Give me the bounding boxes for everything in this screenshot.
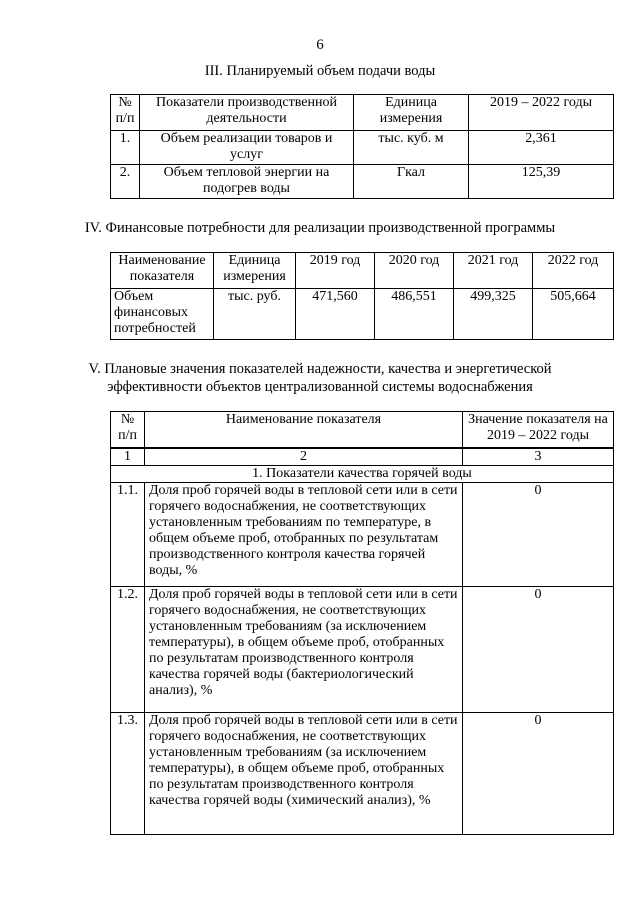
header-indicator: Наименование показателя — [145, 412, 463, 448]
section-5-title-line2: эффективности объектов централизованной системы водоснабжения — [107, 379, 533, 395]
row-indicator: Доля проб горячей воды в тепловой сети или в сети горячего водоснабжения, не соответствующих установленным требованиям (за исключением температуры), в общем объеме проб, отобранных по результатам производственного контроля качества горячей воды (химический анализ), % — [145, 712, 463, 834]
water-supply-volume-table — [110, 94, 614, 199]
row-num: 1.1. — [111, 482, 145, 586]
table-row — [111, 586, 614, 712]
row-num: 1.2. — [111, 586, 145, 712]
table-row — [111, 131, 614, 165]
value-2021: 499,325 — [454, 289, 533, 340]
row-value: 0 — [463, 712, 614, 834]
header-num: № п/п — [111, 412, 145, 448]
row-num: 2. — [111, 165, 140, 199]
table-header-row — [111, 412, 614, 448]
header-indicator: Показатели производственной деятельности — [140, 95, 354, 131]
table-row — [111, 165, 614, 199]
table-header-row — [111, 95, 614, 131]
value-2022: 505,664 — [533, 289, 614, 340]
row-unit: Гкал — [354, 165, 469, 199]
row-num: 1.3. — [111, 712, 145, 834]
value-2020: 486,551 — [375, 289, 454, 340]
header-years: 2019 – 2022 годы — [469, 95, 614, 131]
header-unit: Единица измерения — [214, 253, 296, 289]
row-indicator: Доля проб горячей воды в тепловой сети или в сети горячего водоснабжения, не соответствующих установленным требованиям (за исключением температуры), в общем объеме проб, отобранных по результатам производственного контроля качества горячей воды (бактериологический анализ), % — [145, 586, 463, 712]
row-name: Объем финансовых потребностей — [111, 289, 214, 340]
header-2020: 2020 год — [375, 253, 454, 289]
section-3-title: III. Планируемый объем подачи воды — [204, 63, 436, 79]
col-number-3: 3 — [463, 448, 614, 466]
page-number: 6 — [316, 37, 324, 53]
value-2019: 471,560 — [296, 289, 375, 340]
header-value: Значение показателя на 2019 – 2022 годы — [463, 412, 614, 448]
row-value: 2,361 — [469, 131, 614, 165]
header-2022: 2022 год — [533, 253, 614, 289]
group-title: 1. Показатели качества горячей воды — [111, 465, 614, 482]
row-value: 0 — [463, 586, 614, 712]
header-2019: 2019 год — [296, 253, 375, 289]
row-value: 0 — [463, 482, 614, 586]
row-unit: тыс. руб. — [214, 289, 296, 340]
header-name: Наименование показателя — [111, 253, 214, 289]
header-2021: 2021 год — [454, 253, 533, 289]
col-number-2: 2 — [145, 448, 463, 466]
group-title-row — [111, 465, 614, 482]
row-num: 1. — [111, 131, 140, 165]
header-num: № п/п — [111, 95, 140, 131]
row-unit: тыс. куб. м — [354, 131, 469, 165]
section-5-title-line1: V. Плановые значения показателей надежности, качества и энергетической — [88, 361, 552, 377]
financial-needs-table — [110, 252, 614, 340]
header-unit: Единица измерения — [354, 95, 469, 131]
table-row — [111, 482, 614, 586]
table-header-row — [111, 253, 614, 289]
row-indicator: Объем реализации товаров и услуг — [140, 131, 354, 165]
table-row — [111, 712, 614, 834]
section-4-title: IV. Финансовые потребности для реализации производственной программы — [84, 220, 556, 236]
table-row — [111, 289, 614, 340]
row-value: 125,39 — [469, 165, 614, 199]
row-indicator: Доля проб горячей воды в тепловой сети или в сети горячего водоснабжения, не соответствующих установленным требованиям по температуре, в общем объеме проб, отобранных по результатам производственного контроля качества горячей воды, % — [145, 482, 463, 586]
row-indicator: Объем тепловой энергии на подогрев воды — [140, 165, 354, 199]
col-number-1: 1 — [111, 448, 145, 466]
quality-indicators-table — [110, 411, 614, 835]
column-numbers-row — [111, 448, 614, 466]
